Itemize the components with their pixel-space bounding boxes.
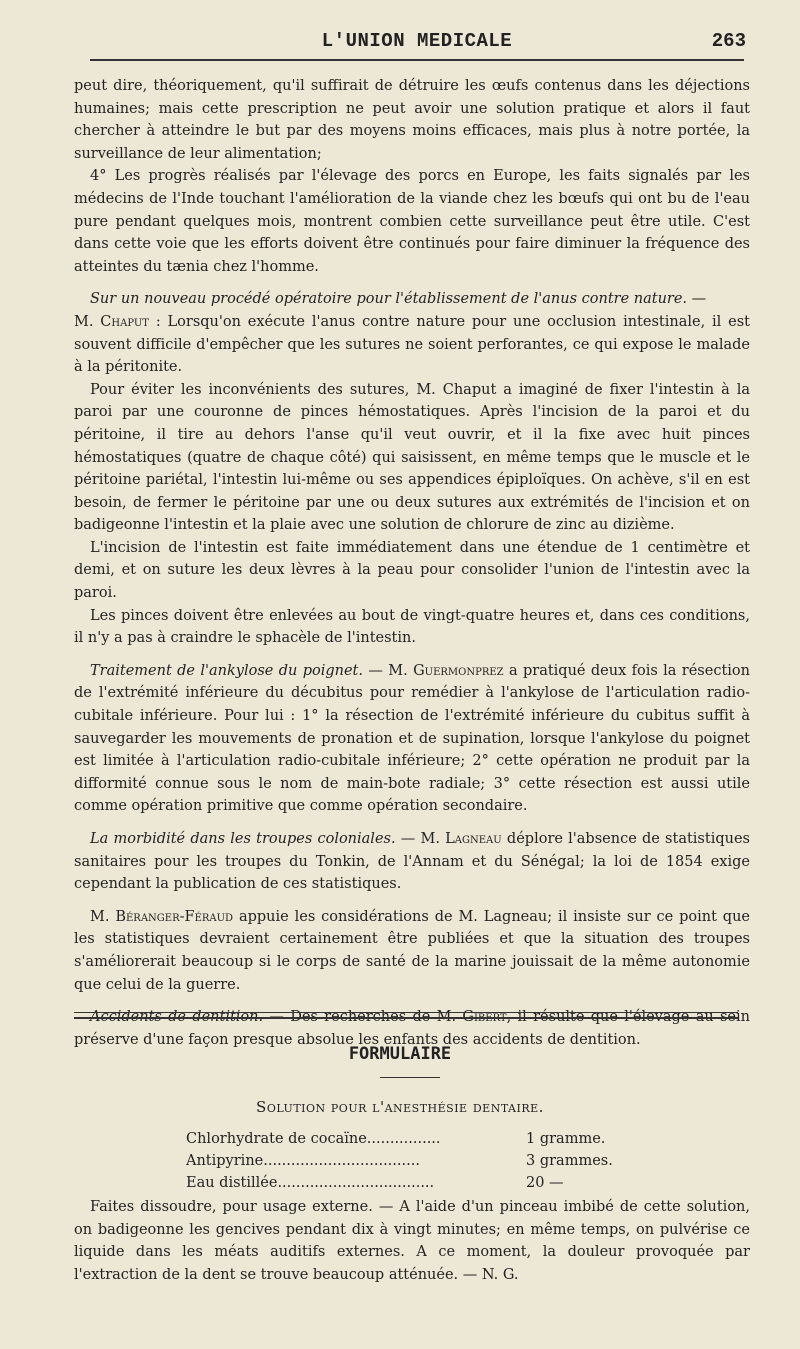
- author-name: Lagneau: [445, 831, 502, 847]
- formulaire-rule: [380, 1077, 440, 1078]
- paragraph-beranger: [74, 906, 750, 996]
- author-name: Gibert: [462, 1009, 507, 1026]
- recipe-row: [186, 1150, 646, 1172]
- ingredient-name: Antipyrine..................................: [186, 1153, 420, 1169]
- paragraph-morbidite-section: [74, 828, 750, 896]
- author-name: Guermonprez: [413, 662, 504, 679]
- running-head: [88, 30, 746, 60]
- paragraph-text: Pour éviter les inconvénients des sutures, M. Chaput a imaginé de fixer l'intestin à la paroi par une couronne de pinces hémostatiques. Après l'incision de la paroi et du péritoine, il tire au dehors l'anse qu'il veut ouvrir, et il la fixe avec huit pinces hémostatiques (quatre de chaque côté) qui saisissent, en même temps que le muscle et le péritoine pariétal, l'intestin lui-même ou ses appendices épiploïques. On achève, s'il en est besoin, de fermer le péritoine par une ou deux sutures aux extrémités de l'incision et on badigeonne l'intestin et la plaie avec une solution de chlorure de zinc au dizième.: [74, 381, 750, 534]
- author-lead: — M.: [363, 662, 414, 679]
- recipe-list: [186, 1128, 646, 1194]
- solution-title: Solution pour l'anesthésie dentaire.: [256, 1098, 544, 1116]
- author-lead: M.: [90, 908, 116, 925]
- page-number: 263: [711, 30, 746, 52]
- paragraph-ankylose-section: [74, 660, 750, 818]
- author-lead: — Des recherches de M.: [263, 1009, 463, 1026]
- paragraph-text: : Lorsqu'on exécute l'anus contre nature pour une occlusion intestinale, il est souvent difficile d'empêcher que les sutures ne soient perforantes, ce qui expose le malade à la péritonite.: [74, 313, 750, 376]
- paragraph-text: peut dire, théoriquement, qu'il suffirait de détruire les œufs contenus dans les déjections humaines; mais cette prescription ne peut avoir une solution pratique et alors il faut chercher à atteindre le but par des moyens moins efficaces, mais plus à notre portée, la surveillance de leur alimentation;: [74, 78, 750, 162]
- author-lead: — M.: [395, 831, 446, 847]
- ingredient-quantity: 20 —: [526, 1175, 564, 1191]
- recipe-row: [186, 1128, 646, 1150]
- paragraph-text: déplore l'absence de statistiques sanitaires pour les troupes du Tonkin, de l'Annam et du Sénégal; la loi de 1854 exige cependant la publication de ces statistiques.: [74, 831, 750, 893]
- paragraph-5: [74, 537, 750, 605]
- paragraph-6: [74, 605, 750, 650]
- journal-title: L'UNION MEDICALE: [321, 30, 513, 52]
- ingredient-name: Chlorhydrate de cocaïne................: [186, 1131, 441, 1147]
- paragraph-2: [74, 165, 750, 278]
- paragraph-anus-section: [74, 288, 750, 378]
- paragraph-text: L'incision de l'intestin est faite immédiatement dans une étendue de 1 centimètre et demi, et on suture les deux lèvres à la peau pour consolider l'union de l'intestin avec la paroi.: [74, 539, 750, 602]
- author-name: Béranger-Féraud: [115, 908, 234, 925]
- instructions-text: Faites dissoudre, pour usage externe. — A l'aide d'un pinceau imbibé de cette solution, on badigeonne les gencives pendant dix à vingt minutes; en même temps, on pulvérise ce liquide dans les méats auditifs externes. A ce moment, la douleur provoquée par l'extraction de la dent se trouve beaucoup atténuée. — N. G.: [74, 1199, 750, 1283]
- paragraph-4: [74, 379, 750, 537]
- paragraph-text: 4° Les progrès réalisés par l'élevage des porcs en Europe, les faits signalés par les médecins de l'Inde touchant l'amélioration de la viande chez les bœufs qui ont bu de l'eau pure pendant quelques mois, montrent combien cette surveillance peut être utile. C'est dans cette voie que les efforts doivent être continués pour faire diminuer la fréquence des atteintes du tænia chez l'homme.: [74, 168, 750, 275]
- section-title: Accidents de dentition.: [90, 1009, 264, 1026]
- section-title: Sur un nouveau procédé opératoire pour l'établissement de l'anus contre nature. —: [90, 291, 707, 308]
- header-rule: [90, 59, 744, 61]
- formulaire-instructions: [74, 1196, 750, 1286]
- section-title: Traitement de l'ankylose du poignet.: [90, 662, 363, 679]
- section-title: La morbidité dans les troupes coloniales.: [90, 831, 396, 847]
- paragraph-text: a pratiqué deux fois la résection de l'extrémité inférieure du décubitus pour remédier à l'ankylose de l'articulation radio-cubitale inférieure. Pour lui : 1° la résection de l'extrémité inférieure du cubitus suffit à sauvegarder les mouvements de pronation et de supination, lorsque l'ankylose du poignet est limitée à l'articulation radio-cubitale inférieure; 2° cette opération ne produit par la difformité connue sous le nom de main-bote radiale; 3° cette résection est aussi utile comme opération primitive que comme opération secondaire.: [74, 662, 750, 815]
- ingredient-name: Eau distillée..................................: [186, 1175, 435, 1191]
- paragraph-text: Les pinces doivent être enlevées au bout de vingt-quatre heures et, dans ces conditions, il n'y a pas à craindre le sphacèle de l'intestin.: [74, 607, 750, 647]
- article-body: [74, 75, 750, 1051]
- recipe-row: [186, 1172, 646, 1194]
- paragraph-1: [74, 75, 750, 165]
- author-name: M. Chaput: [74, 313, 149, 330]
- paragraph-text: , il résulte que l'élevage au sein préserve d'une façon presque absolue les enfants des accidents de dentition.: [74, 1009, 750, 1048]
- formulaire-heading: FORMULAIRE: [348, 1044, 452, 1064]
- ingredient-quantity: 1 gramme.: [526, 1131, 606, 1147]
- ingredient-quantity: 3 grammes.: [526, 1153, 613, 1169]
- paragraph-text: appuie les considérations de M. Lagneau; il insiste sur ce point que les statistiques devraient certainement être publiées et que la situation des troupes s'améliorerait beaucoup si le corps de santé de la marine jouissait de la même autonomie que celui de la guerre.: [74, 908, 750, 993]
- section-divider: [74, 1012, 738, 1019]
